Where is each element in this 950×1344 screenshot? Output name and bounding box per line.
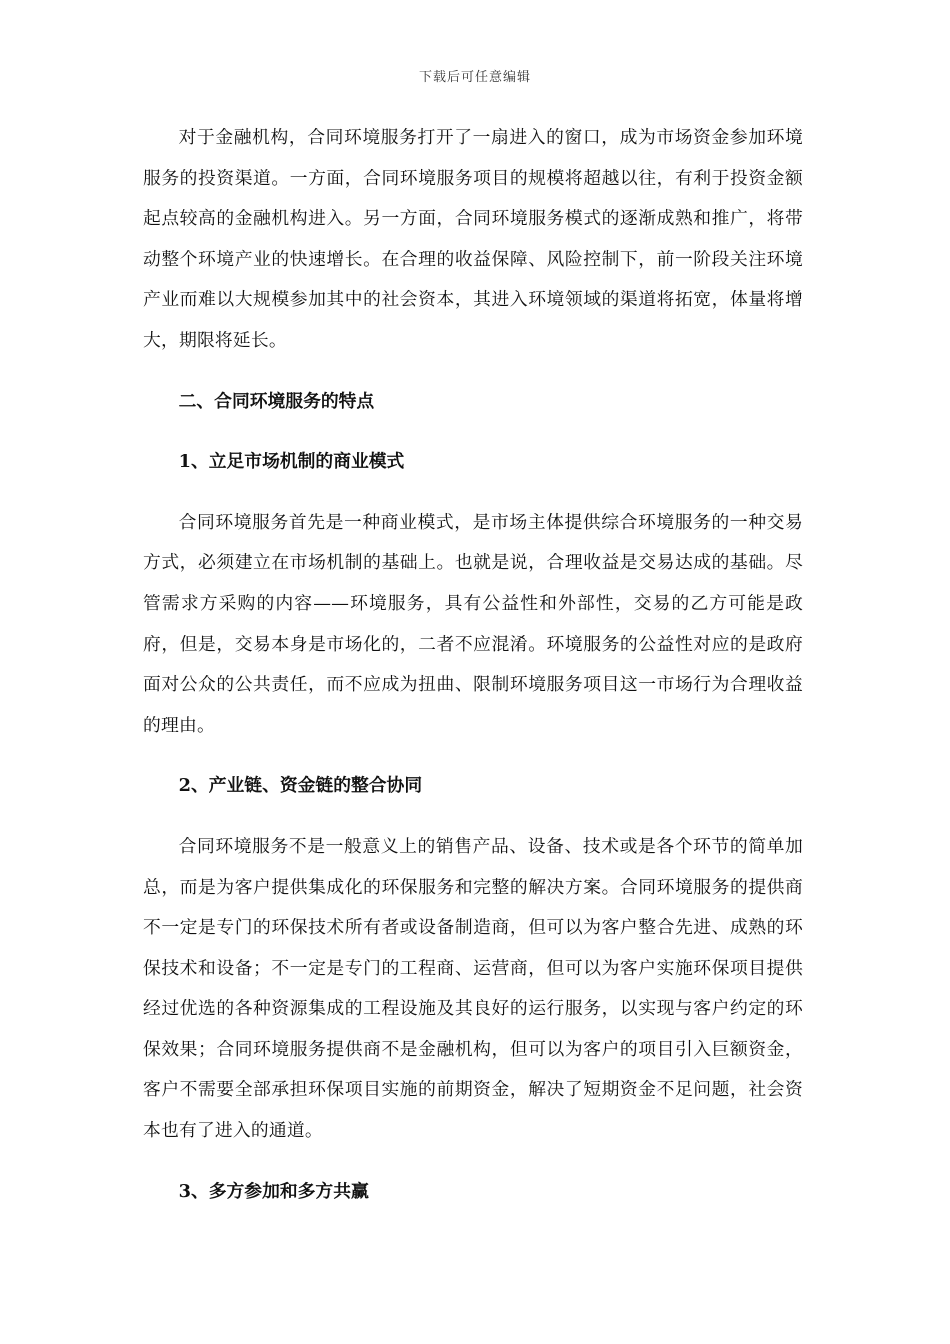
spacer [143, 1152, 803, 1172]
paragraph-financial-institutions: 对于金融机构，合同环境服务打开了一扇进入的窗口，成为市场资金参加环境服务的投资渠道。一方面，合同环境服务项目的规模将超越以往，有利于投资金额起点较高的金融机构进入。另一方面，合同环境服务模式的逐渐成熟和推广，将带动整个环境产业的快速增长。在合理的收益保障、风险控制下，前一阶段关注环境产业而难以大规模参加其中的社会资本，其进入环境领域的渠道将拓宽，体量将增大，期限将延长。 [143, 127, 803, 351]
page-header: 下载后可任意编辑 [418, 70, 531, 85]
spacer [143, 362, 803, 382]
section-heading-features: 二、合同环境服务的特点 [178, 390, 375, 412]
paragraph-business-model: 合同环境服务首先是一种商业模式，是市场主体提供综合环境服务的一种交易方式，必须建立在市场机制的基础上。也就是说，合理收益是交易达成的基础。尽管需求方采购的内容——环境服务，具有公益性和外部性，交易的乙方可能是政府，但是，交易本身是市场化的，二者不应混淆。环境服务的公益性对应的是政府面对公众的公共责任，而不应成为扭曲、限制环境服务项目这一市场行为合理收益的理由。 [143, 511, 803, 736]
spacer [143, 746, 803, 766]
paragraph-chain-integration: 合同环境服务不是一般意义上的销售产品、设备、技术或是各个环节的简单加总，而是为客户提供集成化的环保服务和完整的解决方案。合同环境服务的提供商不一定是专门的环保技术所有者或设备制造商，但可以为客户整合先进、成熟的环保技术和设备；不一定是专门的工程商、运营商，但可以为客户实施环保项目提供经过优选的各种资源集成的工程设施及其良好的运行服务，以实现与客户约定的环保效果；合同环境服务提供商不是金融机构，但可以为客户的项目引入巨额资金，客户不需要全部承担环保项目实施的前期资金，解决了短期资金不足问题，社会资本也有了进入的通道。 [143, 835, 803, 1142]
subheading-multi-party: 3、多方参加和多方共赢 [178, 1180, 369, 1202]
spacer [143, 422, 803, 442]
subheading-chain-integration: 2、产业链、资金链的整合协同 [178, 775, 423, 797]
document-body [143, 118, 803, 1212]
spacer [143, 483, 803, 503]
spacer [143, 807, 803, 827]
subheading-business-model: 1、立足市场机制的商业模式 [178, 451, 405, 473]
